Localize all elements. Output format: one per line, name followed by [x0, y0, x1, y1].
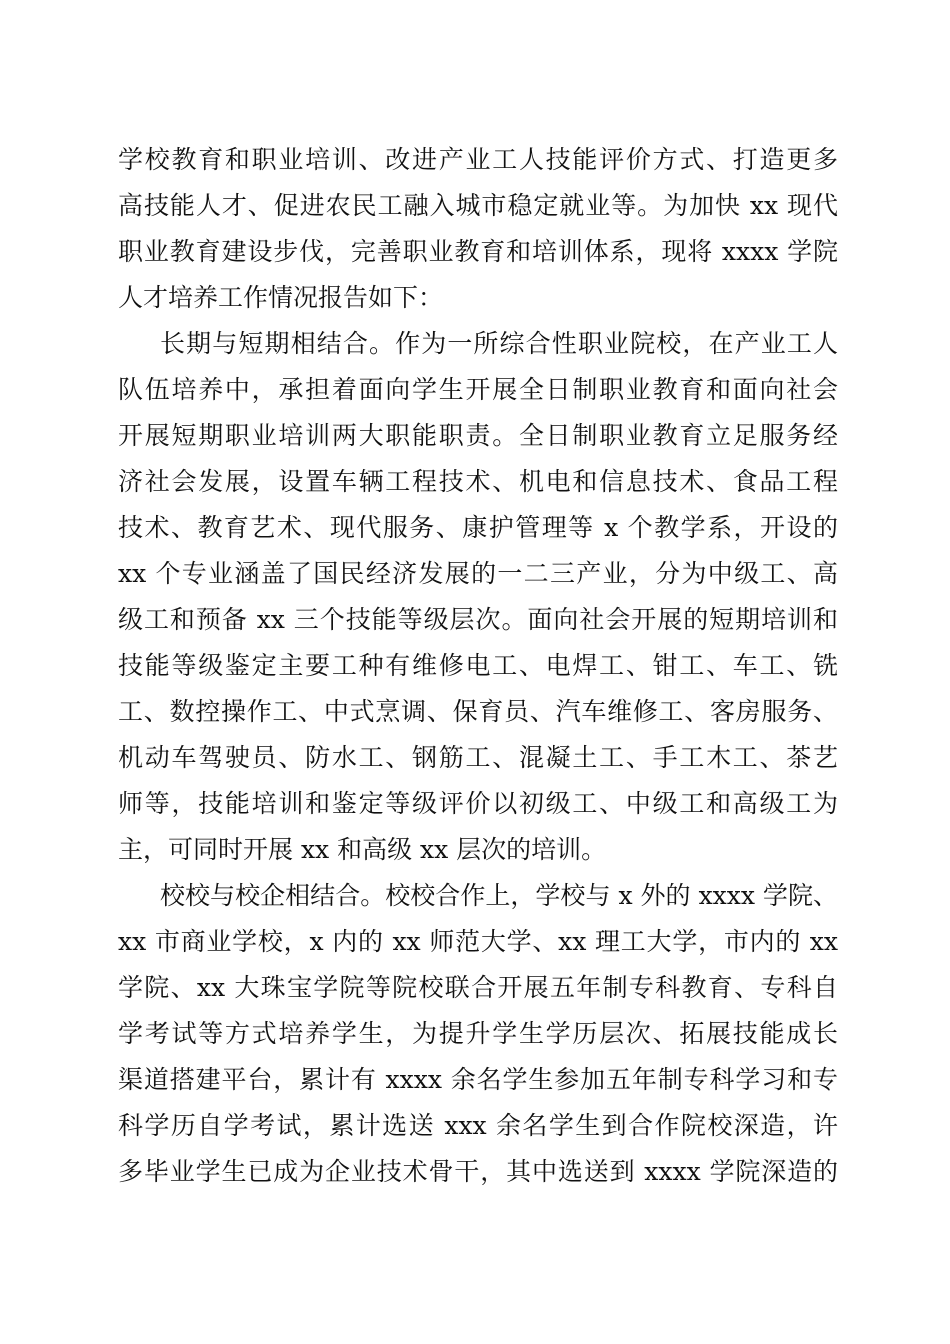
- text-line: 级工和预备 xx 三个技能等级层次。面向社会开展的短期培训和: [118, 605, 838, 634]
- text-line: xx 市商业学校，x 内的 xx 师范大学、xx 理工大学，市内的 xx: [118, 927, 838, 956]
- text-line: 技能等级鉴定主要工种有维修电工、电焊工、钳工、车工、铣: [118, 651, 838, 680]
- text-line: 学院、xx 大珠宝学院等院校联合开展五年制专科教育、专科自: [118, 973, 838, 1002]
- text-line: 开展短期职业培训两大职能职责。全日制职业教育立足服务经: [118, 421, 838, 450]
- text-line: 渠道搭建平台，累计有 xxxx 余名学生参加五年制专科学习和专: [118, 1065, 838, 1094]
- text-line: 职业教育建设步伐，完善职业教育和培训体系，现将 xxxx 学院: [118, 237, 838, 266]
- text-line: 科学历自学考试，累计选送 xxx 余名学生到合作院校深造，许: [118, 1111, 838, 1140]
- paragraph-heading-line: 校校与校企相结合。校校合作上，学校与 x 外的 xxxx 学院、: [160, 881, 838, 910]
- text-line: 机动车驾驶员、防水工、钢筋工、混凝土工、手工木工、茶艺: [118, 743, 838, 772]
- text-line: 济社会发展，设置车辆工程技术、机电和信息技术、食品工程: [118, 467, 838, 496]
- text-line: 学考试等方式培养学生，为提升学生学历层次、拓展技能成长: [118, 1019, 838, 1048]
- text-line: 高技能人才、促进农民工融入城市稳定就业等。为加快 xx 现代: [118, 191, 838, 220]
- text-line: 队伍培养中，承担着面向学生开展全日制职业教育和面向社会: [118, 375, 838, 404]
- text-line: 多毕业学生已成为企业技术骨干，其中选送到 xxxx 学院深造的: [118, 1157, 838, 1186]
- text-line: 学校教育和职业培训、改进产业工人技能评价方式、打造更多: [118, 145, 838, 174]
- text-line: 师等，技能培训和鉴定等级评价以初级工、中级工和高级工为: [118, 789, 838, 818]
- text-line: 主，可同时开展 xx 和高级 xx 层次的培训。: [118, 835, 607, 864]
- text-line: xx 个专业涵盖了国民经济发展的一二三产业，分为中级工、高: [118, 559, 838, 588]
- text-line: 人才培养工作情况报告如下：: [118, 283, 444, 312]
- text-line: 技术、教育艺术、现代服务、康护管理等 x 个教学系，开设的: [118, 513, 838, 542]
- paragraph-heading-line: 长期与短期相结合。作为一所综合性职业院校，在产业工人: [160, 329, 838, 358]
- text-line: 工、数控操作工、中式烹调、保育员、汽车维修工、客房服务、: [118, 697, 838, 726]
